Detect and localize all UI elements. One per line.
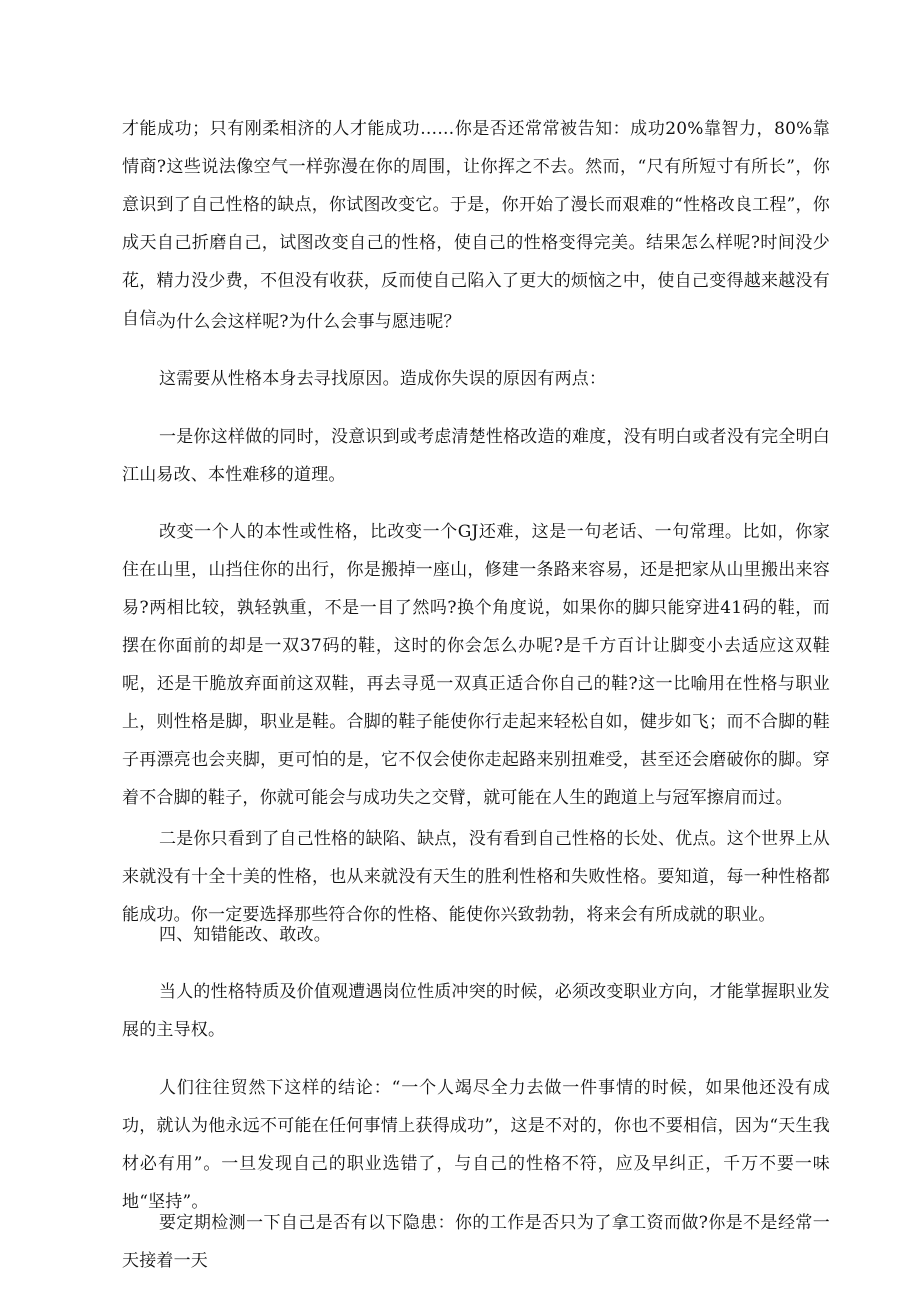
paragraph-self-check: 要定期检测一下自己是否有以下隐患：你的工作是否只为了拿工资而做?你是不是经常一天接着一天 <box>122 1213 830 1271</box>
paragraph-find-cause: 这需要从性格本身去寻找原因。造成你失误的原因有两点： <box>159 369 607 389</box>
paragraph-reason-two: 二是你只看到了自己性格的缺陷、缺点，没有看到自己性格的长处、优点。这个世界上从来就没有十全十美的性格，也从来就没有天生的胜利性格和失败性格。要知道，每一种性格都能成功。你一定要选择那些符合你的性格、能使你兴致勃勃，将来会有所成就的职业。 <box>122 829 830 925</box>
paragraph-success-myths: 才能成功；只有刚柔相济的人才能成功……你是否还常常被告知：成功20%靠智力，80%靠情商?这些说法像空气一样弥漫在你的周围，让你挥之不去。然而，“尺有所短寸有所长”，你意识到了自己性格的缺点，你试图改变它。于是，你开始了漫长而艰难的“性格改良工程”，你成天自己折磨自己，试图改变自己的性格，使自己的性格变得完美。结果怎么样呢?时间没少花，精力没少费，不但没有收获，反而使自己陷入了更大的烦恼之中，使自己变得越来越没有自信。 <box>122 119 830 329</box>
paragraph-shoe-metaphor: 改变一个人的本性或性格，比改变一个GJ还难，这是一句老话、一句常理。比如，你家住在山里，山挡住你的出行，你是搬掉一座山，修建一条路来容易，还是把家从山里搬出来容易?两相比较，孰轻孰重，不是一目了然吗?换个角度说，如果你的脚只能穿进41码的鞋，而摆在你面前的却是一双37码的鞋，这时的你会怎么办呢?是千方百计让脚变小去适应这双鞋呢，还是干脆放弃面前这双鞋，再去寻觅一双真正适合你自己的鞋?这一比喻用在性格与职业上，则性格是脚，职业是鞋。合脚的鞋子能使你行走起来轻松自如，健步如飞；而不合脚的鞋子再漂亮也会夹脚，更可怕的是，它不仅会使你走起路来别扭难受，甚至还会磨破你的脚。穿着不合脚的鞋子，你就可能会与成功失之交臂，就可能在人生的跑道上与冠军擦肩而过。 <box>122 522 830 808</box>
paragraph-career-direction: 当人的性格特质及价值观遭遇岗位性质冲突的时候，必须改变职业方向，才能掌握职业发展的主导权。 <box>122 982 830 1040</box>
paragraph-why-question: 为什么会这样呢?为什么会事与愿违呢？ <box>159 312 461 332</box>
section-heading-four: 四、知错能改、敢改。 <box>159 925 331 945</box>
paragraph-correct-early: 人们往往贸然下这样的结论：“一个人竭尽全力去做一件事情的时候，如果他还没有成功，就认为他永远不可能在任何事情上获得成功”，这是不对的，你也不要相信，因为“天生我材必有用”。一旦发现自己的职业选错了，与自己的性格不符，应及早纠正，千万不要一味地“坚持”。 <box>122 1078 830 1212</box>
paragraph-reason-one: 一是你这样做的同时，没意识到或考虑清楚性格改造的难度，没有明白或者没有完全明白江山易改、本性难移的道理。 <box>122 427 830 485</box>
